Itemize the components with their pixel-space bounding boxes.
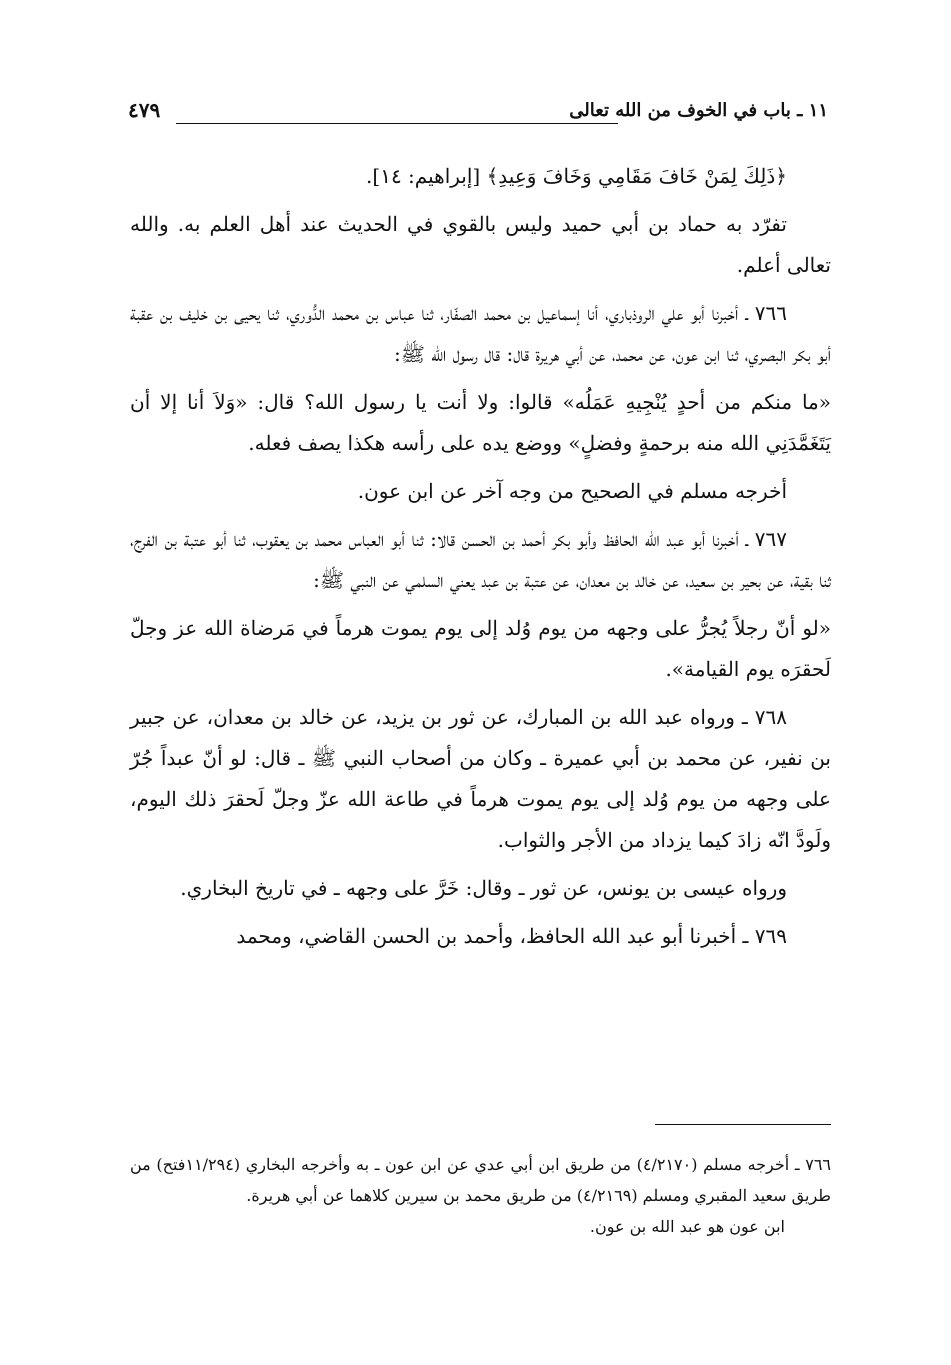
footnote-766: ٧٦٦ ـ أخرجه مسلم (٤/٢١٧٠) من طريق ابن أبي عدي عن ابن عون ـ به وأخرجه البخاري (١١/٢٩٤فتح) من طريق سعيد المقبري ومسلم (٤/٢١٦٩) من طريق محمد بن سيرين كلاهما عن أبي هريرة.: [130, 1155, 831, 1205]
page-number: ٤٧٩: [128, 98, 161, 122]
quran-verse: ﴿ذَلِكَ لِمَنْ خَافَ مَقَامِي وَخَافَ وَعِيدِ﴾ [إبراهيم: ١٤].: [366, 164, 787, 188]
hadith-768: ٧٦٨ ـ ورواه عبد الله بن المبارك، عن ثور بن يزيد، عن خالد بن معدان، عن جبير بن نفير، عن محمد بن أبي عميرة ـ وكان من أصحاب النبي ﷺ ـ قال: لو أنّ عبداً جُرّ على وجهه من يوم وُلد إلى يوم يموت هرماً في طاعة الله عزّ وجلّ لَحقرَ ذلك اليوم، ولَودَّ انّه زادَ كيما يزداد من الأجر والثواب.: [130, 705, 831, 852]
chapter-title: ١١ ـ باب في الخوف من الله تعالى: [569, 100, 828, 121]
hadith-768-note: ورواه عيسى بن يونس، عن ثور ـ وقال: خَرَّ على وجهه ـ في تاريخ البخاري.: [180, 876, 787, 900]
hadith-767-chain: ٧٦٧ ـ أخبرنا أبو عبد الله الحافظ وأبو بكر أحمد بن الحسن قالا: ثنا أبو العباس محمد بن يعقوب، ثنا أبو عتبة بن الفرج، ثنا بقية، عن بحير بن سعيد، عن خالد بن معدان، عن عتبة بن عبد يعني السلمي عن النبي ﷺ:: [130, 527, 831, 592]
running-head: [128, 96, 828, 136]
footnote-rule: [655, 1124, 831, 1125]
main-text: [130, 156, 831, 964]
hadith-769-chain: ٧٦٩ ـ أخبرنا أبو عبد الله الحافظ، وأحمد بن الحسن القاضي، ومحمد: [236, 924, 787, 948]
footnotes: [130, 1149, 831, 1242]
hadith-766-text: «ما منكم من أحدٍ يُنْجِيهِ عَمَلُه» قالوا: ولا أنت يا رسول الله؟ قال: «وَلاَ أنا إلا أن يَتَغَمَّدَنِي الله منه برحمةٍ وفضلٍ» ووضع يده على رأسه هكذا يصف فعله.: [130, 390, 831, 455]
header-rule: [176, 123, 618, 124]
hadith-766-chain: ٧٦٦ ـ أخبرنا أبو علي الروذباري، أنا إسماعيل بن محمد الصفّار، ثنا عباس بن محمد الدُّوري، ثنا يحيى بن خليف بن عقبة أبو بكر البصري، ثنا ابن عون، عن محمد، عن أبي هريرة قال: قال رسول الله ﷺ:: [130, 301, 831, 366]
footnote-ibn-awn: ابن عون هو عبد الله بن عون.: [589, 1217, 785, 1236]
hadith-766-source: أخرجه مسلم في الصحيح من وجه آخر عن ابن عون.: [357, 479, 787, 503]
hadith-767-text: «لو أنّ رجلاً يُجرُّ على وجهه من يوم وُلد إلى يوم يموت هرماً في مَرضاة الله عز وجلّ لَحقرَه يوم القيامة».: [130, 616, 831, 681]
paragraph-commentary: تفرّد به حماد بن أبي حميد وليس بالقوي في الحديث عند أهل العلم به. والله تعالى أعلم.: [130, 212, 831, 277]
